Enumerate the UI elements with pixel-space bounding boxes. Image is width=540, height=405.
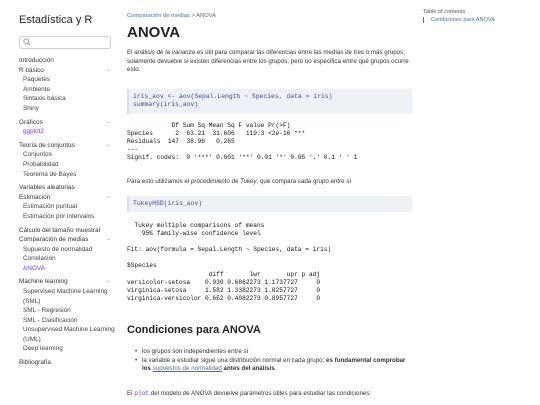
sidebar-item[interactable] [19,183,115,193]
code-block-aov[interactable]: iris_aov <- aov(Sepal.Length ~ Species, data = iris) summary(iris_aov) [127,89,412,114]
sidebar-item-label: Estimación puntual [23,203,77,211]
site-title[interactable]: Estadística y R [19,14,93,26]
sidebar-item-label: Machine learning [19,278,68,286]
sidebar-item[interactable] [19,344,115,354]
sidebar-item-label: Probabilidad [23,160,59,168]
sidebar-item-label: Introducción [19,57,54,64]
sidebar-item-label: ANOVA [23,264,45,272]
sidebar-item[interactable] [19,56,115,66]
toc-item-condiciones[interactable]: Condiciones para ANOVA [423,17,533,23]
chevron-down-icon[interactable]: ⌄ [105,118,111,125]
sidebar [0,0,120,405]
sidebar-item[interactable] [19,254,115,264]
bullet2-pre: la variable a estudiar sigue una distribución normal en cada grupo; [142,356,327,364]
sidebar-item-label: Conjuntos [23,151,52,159]
sidebar-item[interactable] [19,150,115,160]
intro-emphasis: análisis de la varianza [134,49,196,56]
section-title-condiciones: Condiciones para ANOVA [127,324,261,336]
chevron-down-icon[interactable]: ⌄ [105,66,111,73]
sidebar-item[interactable] [19,94,115,104]
conditions-list [135,348,410,374]
bullet2-post: antes del análisis [221,365,275,373]
sidebar-item[interactable] [19,277,115,287]
sidebar-item[interactable] [19,66,115,76]
sidebar-item[interactable] [19,325,115,344]
sidebar-item-label: Supervised Machine Learning (SML) [23,288,108,305]
list-item: • los grupos son independientes entre sí [135,348,410,357]
sidebar-item[interactable] [19,85,115,95]
sidebar-item[interactable] [19,141,115,151]
sidebar-item-label: Unsupervised Machine Learning (UML) [23,326,115,343]
sidebar-item-label: Sintaxis básica [23,95,66,103]
sidebar-item[interactable] [19,316,115,326]
supuestos-normalidad-link[interactable]: supuestos de normalidad [152,365,222,373]
sidebar-item-label: SML - Clasificación [23,316,78,324]
sidebar-item-label: Teoría de conjuntos [19,141,75,149]
sidebar-item[interactable] [19,170,115,180]
bullet2-bold: es fundamental comprobar los [142,356,406,373]
tukey-post: , que compara cada grupo entre sí [256,178,352,185]
sidebar-item-label: Shiny [23,104,39,112]
sidebar-item[interactable] [19,212,115,222]
sidebar-item-label: SML - Regresión [23,307,71,315]
sidebar-item-label: Cálculo del tamaño muestral [19,226,100,234]
intro-post: es útil para comparar las diferencias entre las medias de tres o más grupos; solamente devuelve si existen diferencias entre los grupos, pero no especifica entre qué grupos ocurre esto. [127,49,409,74]
table-of-contents [423,9,533,23]
sidebar-item[interactable] [19,104,115,114]
tukey-emphasis: procedimiento de Tukey [190,178,257,185]
chevron-down-icon[interactable]: ⌄ [105,141,111,148]
sidebar-item[interactable] [19,264,115,274]
intro-pre: El [127,49,135,56]
sidebar-item-label: Estimación [19,193,51,201]
toc-title: Table of contents [423,9,466,15]
inline-code-plot: plot [134,390,150,397]
sidebar-item[interactable] [19,75,115,85]
intro-paragraph [127,49,412,75]
sidebar-item[interactable] [19,160,115,170]
sidebar-item[interactable] [19,235,115,245]
sidebar-item-label: Supuesto de normalidad [23,245,93,253]
sidebar-item-label: Deep learning [23,345,63,353]
sidebar-item-label: Paquetes [23,76,51,84]
output-tukey: Tukey multiple comparisons of means 95% family-wise confidence level Fit: aov(formula = Sepal.Length ~ Species, data = iris) $Species diff lwr upr p adj versicolor-setosa 0.930 0.6862273 1.1737727 0 virginica-setosa 1.582 1.3382273 1.8257727 0 virginica-versicolor 0.652 0.4082273 0.8957727 0 [127,222,332,302]
sidebar-nav [19,56,115,367]
list-item [135,357,410,374]
breadcrumb-current: ANOVA [196,13,217,19]
page-title: ANOVA [127,24,181,41]
sidebar-item-label: Comparación de medias [19,236,89,244]
code-block-tukey[interactable]: TukeyHSD(iris_aov) [127,196,412,212]
sidebar-item-label: Correlación [23,255,56,263]
sidebar-item-label: Teorema de Bayes [23,170,77,178]
sidebar-item-label: Bibliografía [19,358,51,366]
tukey-paragraph [127,178,412,187]
sidebar-item[interactable] [19,226,115,236]
sidebar-item[interactable] [19,287,115,306]
sidebar-item[interactable] [19,245,115,255]
closing-pre: El [127,390,135,397]
sidebar-item[interactable] [19,202,115,212]
sidebar-item[interactable] [19,193,115,203]
breadcrumb [127,13,216,19]
chevron-down-icon[interactable]: ⌄ [105,193,111,200]
tukey-pre: Para esto utilizamos el [127,178,191,185]
chevron-down-icon[interactable]: ⌄ [105,278,111,285]
closing-paragraph [127,390,412,399]
sidebar-item[interactable] [19,306,115,316]
output-anova-summary: Df Sum Sq Mean Sq F value Pr(>F) Species 2 63.21 31.606 119.3 <2e-16 *** Residuals 147 38.96 0.265 --- Signif. codes: 0 '***' 0.001 '**' 0.01 '*' 0.05 '.' 0.1 ' ' 1 [127,122,358,162]
sidebar-item[interactable] [19,358,115,368]
closing-post: del modelo de ANOVA devuelve parámetros útiles para estudiar las condiciones: [149,390,372,397]
sidebar-item-label: Estimación por intervalos [23,212,95,220]
sidebar-item-label: ggplot2 [23,128,44,136]
sidebar-item-label: Gráficos [19,118,43,126]
search-input[interactable] [19,36,111,49]
sidebar-item-label: Variables aleatorias [19,184,75,192]
search-icon [23,38,31,46]
chevron-down-icon[interactable]: ⌄ [105,236,111,243]
sidebar-item[interactable] [19,118,115,128]
breadcrumb-separator: > [191,13,195,19]
sidebar-item[interactable] [19,127,115,137]
sidebar-item-label: Ambiente [23,85,50,93]
sidebar-item-label: R básico [19,66,44,74]
breadcrumb-parent-link[interactable]: Comparación de medias [127,13,190,19]
